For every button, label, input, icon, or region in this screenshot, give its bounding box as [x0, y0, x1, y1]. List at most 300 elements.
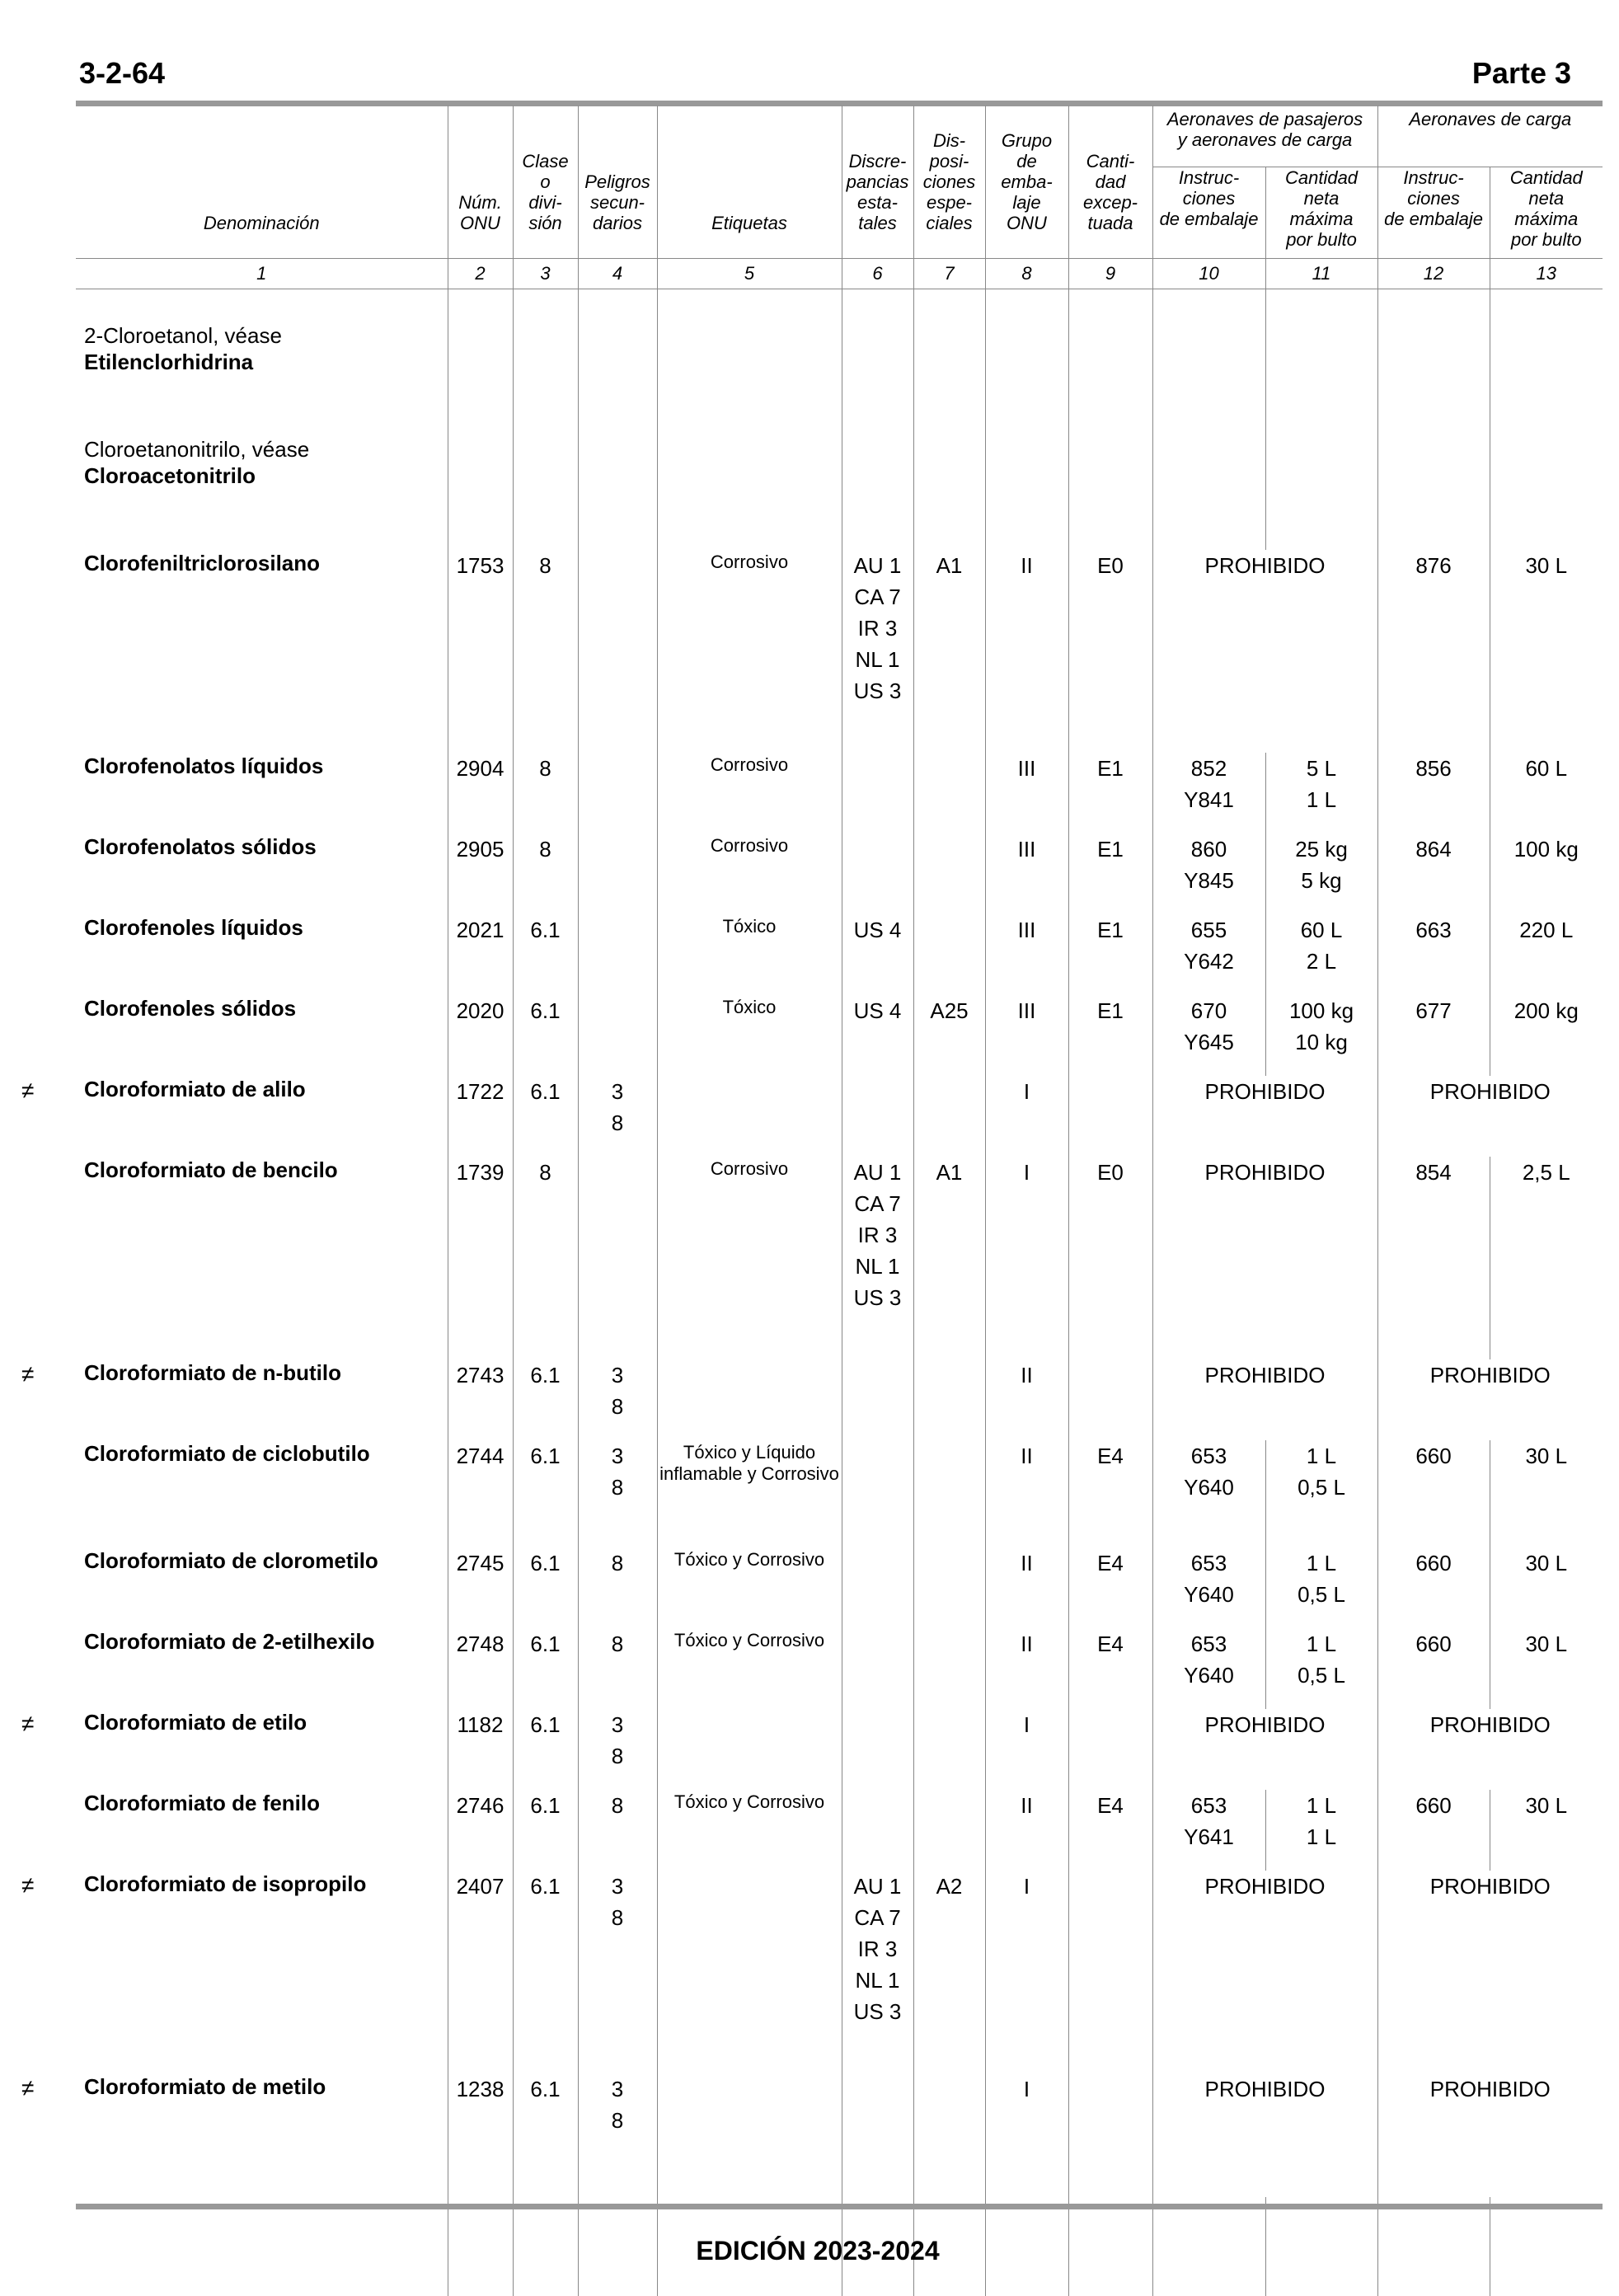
state-variation: IR 3 — [857, 1223, 898, 1247]
special-provisions — [913, 1628, 985, 1709]
column-header-cargo-net-qty — [1490, 167, 1603, 259]
subsidiary-hazard: 8 — [611, 1110, 624, 1135]
packing-group: I — [985, 1709, 1068, 1790]
hazard-label — [657, 1359, 842, 1440]
column-header-excepted-quantity-line: tuada — [1087, 213, 1133, 233]
column-header-special-provisions-line: ciones — [922, 171, 976, 192]
excepted-quantity — [1068, 1709, 1152, 1790]
substance-name: Clorofenolatos líquidos — [84, 754, 324, 778]
net-quantity: 5 kg — [1301, 868, 1342, 893]
un-number: 1722 — [448, 1076, 513, 1157]
table-row — [76, 1440, 1603, 1547]
page-number: 3-2-64 — [79, 56, 166, 90]
column-header-pax-instructions-line: Instruc- — [1178, 167, 1240, 188]
excepted-quantity — [1068, 1871, 1152, 2073]
hazard-label: Tóxico y Corrosivo — [657, 1547, 842, 1628]
packing-instruction: 653 — [1190, 1444, 1227, 1468]
excepted-quantity — [1068, 1359, 1152, 1440]
cargo-packing-instructions: 856 — [1377, 753, 1490, 833]
hazard-class: 6.1 — [513, 914, 578, 995]
column-header-un-number-line: Núm. — [458, 192, 502, 213]
subsidiary-hazard: 3 — [611, 1079, 624, 1104]
table-row — [76, 2073, 1603, 2197]
state-variation: AU 1 — [853, 553, 902, 578]
subsidiary-hazards — [578, 1871, 657, 2073]
column-header-subsidiary-hazards-line: secun- — [589, 192, 645, 213]
excepted-quantity — [1068, 1076, 1152, 1157]
column-header-denomination-line: Denominación — [203, 213, 320, 233]
state-variations — [842, 1157, 913, 1359]
table-row — [76, 1547, 1603, 1628]
column-header-special-provisions-line: posi- — [929, 151, 969, 171]
subsidiary-hazards — [578, 833, 657, 914]
change-mark: ≠ — [21, 2075, 35, 2101]
state-variation: US 3 — [853, 1999, 902, 2024]
hazard-class: 8 — [513, 753, 578, 833]
reference-row — [76, 322, 1603, 436]
table-row — [76, 1709, 1603, 1790]
substance-name: Cloroformiato de isopropilo — [84, 1871, 367, 1896]
state-variations — [842, 995, 913, 1076]
special-provisions — [913, 914, 985, 995]
net-quantity: 5 L — [1306, 756, 1337, 781]
substance-name: Cloroformiato de ciclobutilo — [84, 1441, 370, 1466]
cargo-net-quantity: 220 L — [1490, 914, 1603, 995]
excepted-quantity: E4 — [1068, 1790, 1152, 1871]
cargo-packing-instructions: 854 — [1377, 1157, 1490, 1359]
un-number: 2905 — [448, 833, 513, 914]
packing-instruction: 670 — [1190, 998, 1227, 1023]
subsidiary-hazards — [578, 1359, 657, 1440]
hazard-class: 6.1 — [513, 1359, 578, 1440]
special-provisions: A1 — [913, 1157, 985, 1359]
column-header-pax-net-qty — [1265, 167, 1377, 259]
state-variations — [842, 1076, 913, 1157]
column-header-class — [513, 106, 578, 259]
cargo-net-quantity: 60 L — [1490, 753, 1603, 833]
subsidiary-hazards — [578, 914, 657, 995]
pax-net-quantity — [1265, 1547, 1377, 1628]
packing-group: II — [985, 1547, 1068, 1628]
packing-instruction: 653 — [1190, 1793, 1227, 1818]
subsidiary-hazard: 3 — [611, 1444, 624, 1468]
pax-packing-instructions — [1152, 833, 1265, 914]
header-group-row — [76, 106, 1603, 167]
pax-net-quantity — [1265, 1440, 1377, 1547]
column-header-cargo-net-qty-line: neta — [1528, 188, 1565, 209]
excepted-quantity: E1 — [1068, 753, 1152, 833]
un-number: 1238 — [448, 2073, 513, 2197]
excepted-quantity — [1068, 2073, 1152, 2197]
column-header-packing-group-line: de — [1016, 151, 1037, 171]
column-number: 4 — [578, 259, 657, 289]
hazard-class: 6.1 — [513, 2073, 578, 2197]
subsidiary-hazards — [578, 753, 657, 833]
column-header-state-variations — [842, 106, 913, 259]
column-header-denomination — [76, 106, 448, 259]
column-header-pax-net-qty-line: Cantidad — [1284, 167, 1359, 188]
column-number: 9 — [1068, 259, 1152, 289]
packing-group: III — [985, 914, 1068, 995]
pax-net-quantity — [1265, 1790, 1377, 1871]
packing-instruction: Y845 — [1184, 868, 1234, 893]
column-number-row — [76, 259, 1603, 289]
pax-net-quantity — [1265, 914, 1377, 995]
subsidiary-hazard: 3 — [611, 1712, 624, 1737]
passenger-prohibited: PROHIBIDO — [1152, 1157, 1377, 1359]
column-header-cargo-instructions-line: Instruc- — [1403, 167, 1464, 188]
hazard-class: 6.1 — [513, 1871, 578, 2073]
net-quantity: 0,5 L — [1298, 1663, 1345, 1688]
packing-group: I — [985, 2073, 1068, 2197]
subsidiary-hazards — [578, 550, 657, 753]
state-variation: AU 1 — [853, 1874, 902, 1899]
column-number: 6 — [842, 259, 913, 289]
packing-group: III — [985, 995, 1068, 1076]
state-variations — [842, 1440, 913, 1547]
substance-name: Cloroformiato de n-butilo — [84, 1360, 341, 1385]
state-variations — [842, 1871, 913, 2073]
cargo-net-quantity: 100 kg — [1490, 833, 1603, 914]
excepted-quantity: E4 — [1068, 1547, 1152, 1628]
reference-text: 2-Cloroetanol, véase — [84, 323, 282, 348]
pax-packing-instructions — [1152, 914, 1265, 995]
packing-group: I — [985, 1157, 1068, 1359]
hazard-label: Corrosivo — [657, 753, 842, 833]
column-header-excepted-quantity-line: dad — [1095, 171, 1126, 192]
state-variations — [842, 833, 913, 914]
passenger-prohibited: PROHIBIDO — [1152, 1359, 1377, 1440]
column-header-un-number — [448, 106, 513, 259]
un-number: 2021 — [448, 914, 513, 995]
hazard-class: 6.1 — [513, 995, 578, 1076]
state-variations — [842, 1790, 913, 1871]
special-provisions: A25 — [913, 995, 985, 1076]
column-header-state-variations-line: tales — [858, 213, 897, 233]
hazard-label: Tóxico — [657, 995, 842, 1076]
hazard-class: 8 — [513, 550, 578, 753]
substance-name: Cloroformiato de metilo — [84, 2074, 326, 2099]
cargo-net-quantity: 2,5 L — [1490, 1157, 1603, 1359]
cargo-net-quantity: 30 L — [1490, 1440, 1603, 1547]
column-number: 13 — [1490, 259, 1603, 289]
un-number: 2746 — [448, 1790, 513, 1871]
subsidiary-hazard: 8 — [611, 1394, 624, 1419]
un-number: 1182 — [448, 1709, 513, 1790]
column-number: 3 — [513, 259, 578, 289]
substance-name: Cloroformiato de fenilo — [84, 1791, 320, 1815]
cargo-net-quantity: 30 L — [1490, 1790, 1603, 1871]
part-title: Parte 3 — [1471, 56, 1571, 90]
substance-name: Cloroformiato de etilo — [84, 1710, 307, 1735]
excepted-quantity: E1 — [1068, 995, 1152, 1076]
column-number: 5 — [657, 259, 842, 289]
special-provisions — [913, 2073, 985, 2197]
passenger-prohibited: PROHIBIDO — [1152, 1076, 1377, 1157]
state-variation: NL 1 — [855, 1968, 900, 1993]
column-number: 10 — [1152, 259, 1265, 289]
special-provisions: A1 — [913, 550, 985, 753]
cargo-packing-instructions: 663 — [1377, 914, 1490, 995]
hazard-label — [657, 1076, 842, 1157]
subsidiary-hazard: 8 — [611, 1551, 624, 1575]
table-row — [76, 1871, 1603, 2073]
subsidiary-hazard: 3 — [611, 1874, 624, 1899]
excepted-quantity: E0 — [1068, 1157, 1152, 1359]
change-mark: ≠ — [21, 1361, 35, 1387]
subsidiary-hazard: 3 — [611, 1363, 624, 1387]
column-header-un-number-line: ONU — [460, 213, 500, 233]
column-header-class-line: divi- — [528, 192, 562, 213]
state-variations — [842, 1359, 913, 1440]
column-header-excepted-quantity-line: excep- — [1082, 192, 1138, 213]
un-number: 2748 — [448, 1628, 513, 1709]
table-row — [76, 753, 1603, 833]
subsidiary-hazards — [578, 995, 657, 1076]
column-header-pax-instructions — [1152, 167, 1265, 259]
hazard-label: Corrosivo — [657, 550, 842, 753]
packing-instruction: Y640 — [1184, 1582, 1234, 1607]
column-header-pax-net-qty-line: máxima — [1289, 209, 1354, 229]
hazard-class: 6.1 — [513, 1440, 578, 1547]
bottom-rule — [76, 2204, 1603, 2209]
subsidiary-hazards — [578, 1628, 657, 1709]
reference-row — [76, 436, 1603, 550]
net-quantity: 10 kg — [1295, 1030, 1348, 1054]
packing-instruction: 860 — [1190, 837, 1227, 862]
state-variation: IR 3 — [857, 1937, 898, 1961]
table-row — [76, 1076, 1603, 1157]
packing-instruction: 852 — [1190, 756, 1227, 781]
un-number: 2407 — [448, 1871, 513, 2073]
subsidiary-hazards — [578, 1076, 657, 1157]
state-variation: US 4 — [853, 998, 902, 1023]
cargo-prohibited: PROHIBIDO — [1377, 1709, 1603, 1790]
special-provisions — [913, 1076, 985, 1157]
state-variations — [842, 914, 913, 995]
packing-instruction: Y841 — [1184, 787, 1234, 812]
pax-net-quantity — [1265, 1628, 1377, 1709]
subsidiary-hazards — [578, 1790, 657, 1871]
net-quantity: 100 kg — [1288, 998, 1354, 1023]
special-provisions — [913, 1790, 985, 1871]
group-label-line: y aeronaves de carga — [1177, 129, 1353, 150]
excepted-quantity: E4 — [1068, 1440, 1152, 1547]
excepted-quantity: E4 — [1068, 1628, 1152, 1709]
state-variation: US 3 — [853, 1285, 902, 1310]
substance-name: Clorofenolatos sólidos — [84, 834, 317, 859]
column-header-labels — [657, 106, 842, 259]
special-provisions — [913, 1359, 985, 1440]
packing-group: II — [985, 1359, 1068, 1440]
packing-group: I — [985, 1076, 1068, 1157]
column-header-packing-group-line: emba- — [1001, 171, 1053, 192]
hazard-class: 8 — [513, 1157, 578, 1359]
hazard-class: 6.1 — [513, 1790, 578, 1871]
change-mark: ≠ — [21, 1078, 35, 1103]
passenger-prohibited: PROHIBIDO — [1152, 2073, 1377, 2197]
net-quantity: 1 L — [1306, 1551, 1337, 1575]
hazard-label: Tóxico — [657, 914, 842, 995]
net-quantity: 60 L — [1300, 918, 1343, 942]
column-number: 1 — [76, 259, 448, 289]
cargo-packing-instructions: 660 — [1377, 1790, 1490, 1871]
state-variation: CA 7 — [854, 1191, 901, 1216]
state-variations — [842, 1628, 913, 1709]
state-variation: IR 3 — [857, 616, 898, 641]
hazard-class: 8 — [513, 833, 578, 914]
cargo-packing-instructions: 677 — [1377, 995, 1490, 1076]
column-header-state-variations-line: Discre- — [848, 151, 907, 171]
column-header-cargo-net-qty-line: máxima — [1514, 209, 1579, 229]
special-provisions — [913, 833, 985, 914]
column-header-pax-net-qty-line: neta — [1303, 188, 1340, 209]
packing-group: II — [985, 1440, 1068, 1547]
column-header-special-provisions-line: ciales — [926, 213, 973, 233]
packing-instruction: Y641 — [1184, 1824, 1234, 1849]
table-row — [76, 914, 1603, 995]
table-row — [76, 1628, 1603, 1709]
excepted-quantity: E1 — [1068, 833, 1152, 914]
un-number: 1739 — [448, 1157, 513, 1359]
reference-entry — [76, 436, 448, 550]
passenger-prohibited: PROHIBIDO — [1152, 550, 1377, 753]
cargo-net-quantity: 30 L — [1490, 550, 1603, 753]
cargo-net-quantity: 200 kg — [1490, 995, 1603, 1076]
cargo-prohibited: PROHIBIDO — [1377, 1359, 1603, 1440]
subsidiary-hazard: 8 — [611, 1905, 624, 1930]
cargo-prohibited: PROHIBIDO — [1377, 2073, 1603, 2197]
cargo-packing-instructions: 876 — [1377, 550, 1490, 753]
subsidiary-hazards — [578, 2073, 657, 2197]
column-header-subsidiary-hazards-line: Peligros — [584, 171, 650, 192]
un-number: 2744 — [448, 1440, 513, 1547]
column-header-cargo-instructions-line: ciones — [1407, 188, 1460, 209]
pax-packing-instructions — [1152, 1547, 1265, 1628]
hazard-label: Tóxico y Corrosivo — [657, 1790, 842, 1871]
pax-packing-instructions — [1152, 995, 1265, 1076]
column-header-packing-group-line: Grupo — [1001, 130, 1053, 151]
hazard-class: 6.1 — [513, 1547, 578, 1628]
subsidiary-hazard: 8 — [611, 1744, 624, 1768]
packing-group: II — [985, 1628, 1068, 1709]
change-mark: ≠ — [21, 1872, 35, 1898]
table-row — [76, 995, 1603, 1076]
column-header-cargo-net-qty-line: Cantidad — [1509, 167, 1583, 188]
reference-text: Cloroetanonitrilo, véase — [84, 437, 310, 462]
special-provisions: A2 — [913, 1871, 985, 2073]
pax-packing-instructions — [1152, 1628, 1265, 1709]
column-header-pax-instructions-line: ciones — [1182, 188, 1236, 209]
state-variation: US 3 — [853, 678, 902, 703]
cargo-net-quantity: 30 L — [1490, 1628, 1603, 1709]
column-header-packing-group-line: laje — [1012, 192, 1041, 213]
passenger-prohibited: PROHIBIDO — [1152, 1709, 1377, 1790]
net-quantity: 1 L — [1306, 1824, 1337, 1849]
reference-target: Cloroacetonitrilo — [84, 463, 256, 488]
net-quantity: 1 L — [1306, 1444, 1337, 1468]
hazard-class: 6.1 — [513, 1628, 578, 1709]
subsidiary-hazards — [578, 1709, 657, 1790]
state-variation: US 4 — [853, 918, 902, 942]
column-number: 2 — [448, 259, 513, 289]
pax-packing-instructions — [1152, 1790, 1265, 1871]
packing-instruction: Y640 — [1184, 1663, 1234, 1688]
column-header-state-variations-line: pancias — [846, 171, 909, 192]
table-row — [76, 833, 1603, 914]
special-provisions — [913, 1709, 985, 1790]
substance-name: Cloroformiato de alilo — [84, 1077, 306, 1101]
hazard-class: 6.1 — [513, 1709, 578, 1790]
excepted-quantity: E0 — [1068, 550, 1152, 753]
group-label-line: Aeronaves de carga — [1409, 109, 1572, 129]
pax-net-quantity — [1265, 753, 1377, 833]
column-header-special-provisions-line: espe- — [926, 192, 973, 213]
un-number: 1753 — [448, 550, 513, 753]
column-header-excepted-quantity — [1068, 106, 1152, 259]
column-header-special-provisions — [913, 106, 985, 259]
column-group-passenger — [1152, 106, 1377, 167]
reference-target: Etilenclorhidrina — [84, 350, 254, 374]
column-header-cargo-net-qty-line: por bulto — [1510, 229, 1582, 250]
packing-instruction: 653 — [1190, 1551, 1227, 1575]
hazard-label: Corrosivo — [657, 833, 842, 914]
column-header-class-line: o — [540, 171, 551, 192]
state-variation: CA 7 — [854, 1905, 901, 1930]
packing-instruction: Y640 — [1184, 1475, 1234, 1500]
passenger-prohibited: PROHIBIDO — [1152, 1871, 1377, 2073]
net-quantity: 25 kg — [1295, 837, 1348, 862]
un-number: 2904 — [448, 753, 513, 833]
hazard-label — [657, 1871, 842, 2073]
column-header-special-provisions-line: Dis- — [932, 130, 966, 151]
subsidiary-hazard: 8 — [611, 1475, 624, 1500]
reference-entry — [76, 322, 448, 436]
substance-name: Clorofeniltriclorosilano — [84, 551, 321, 575]
state-variation: CA 7 — [854, 585, 901, 609]
column-header-subsidiary-hazards — [578, 106, 657, 259]
net-quantity: 1 L — [1306, 1793, 1337, 1818]
hazard-label: Tóxico y Corrosivo — [657, 1628, 842, 1709]
hazard-class: 6.1 — [513, 1076, 578, 1157]
substance-name: Clorofenoles líquidos — [84, 915, 303, 940]
state-variations — [842, 753, 913, 833]
substance-name: Clorofenoles sólidos — [84, 996, 297, 1021]
packing-group: I — [985, 1871, 1068, 2073]
column-header-labels-line: Etiquetas — [711, 213, 787, 233]
column-header-class-line: Clase — [522, 151, 569, 171]
un-number: 2745 — [448, 1547, 513, 1628]
dangerous-goods-table — [76, 106, 1603, 2296]
subsidiary-hazard: 8 — [611, 2108, 624, 2133]
cargo-prohibited: PROHIBIDO — [1377, 1076, 1603, 1157]
table-row — [76, 1359, 1603, 1440]
hazard-label — [657, 2073, 842, 2197]
pax-packing-instructions — [1152, 753, 1265, 833]
un-number: 2020 — [448, 995, 513, 1076]
group-label-line: Aeronaves de pasajeros — [1166, 109, 1363, 129]
change-mark: ≠ — [21, 1711, 35, 1736]
packing-instruction: Y645 — [1184, 1030, 1234, 1054]
pax-net-quantity — [1265, 833, 1377, 914]
column-header-cargo-instructions — [1377, 167, 1490, 259]
cargo-packing-instructions: 660 — [1377, 1628, 1490, 1709]
packing-instruction: 655 — [1190, 918, 1227, 942]
packing-group: II — [985, 550, 1068, 753]
subsidiary-hazards — [578, 1157, 657, 1359]
column-number: 12 — [1377, 259, 1490, 289]
edition-footer: EDICIÓN 2023-2024 — [696, 2236, 940, 2265]
